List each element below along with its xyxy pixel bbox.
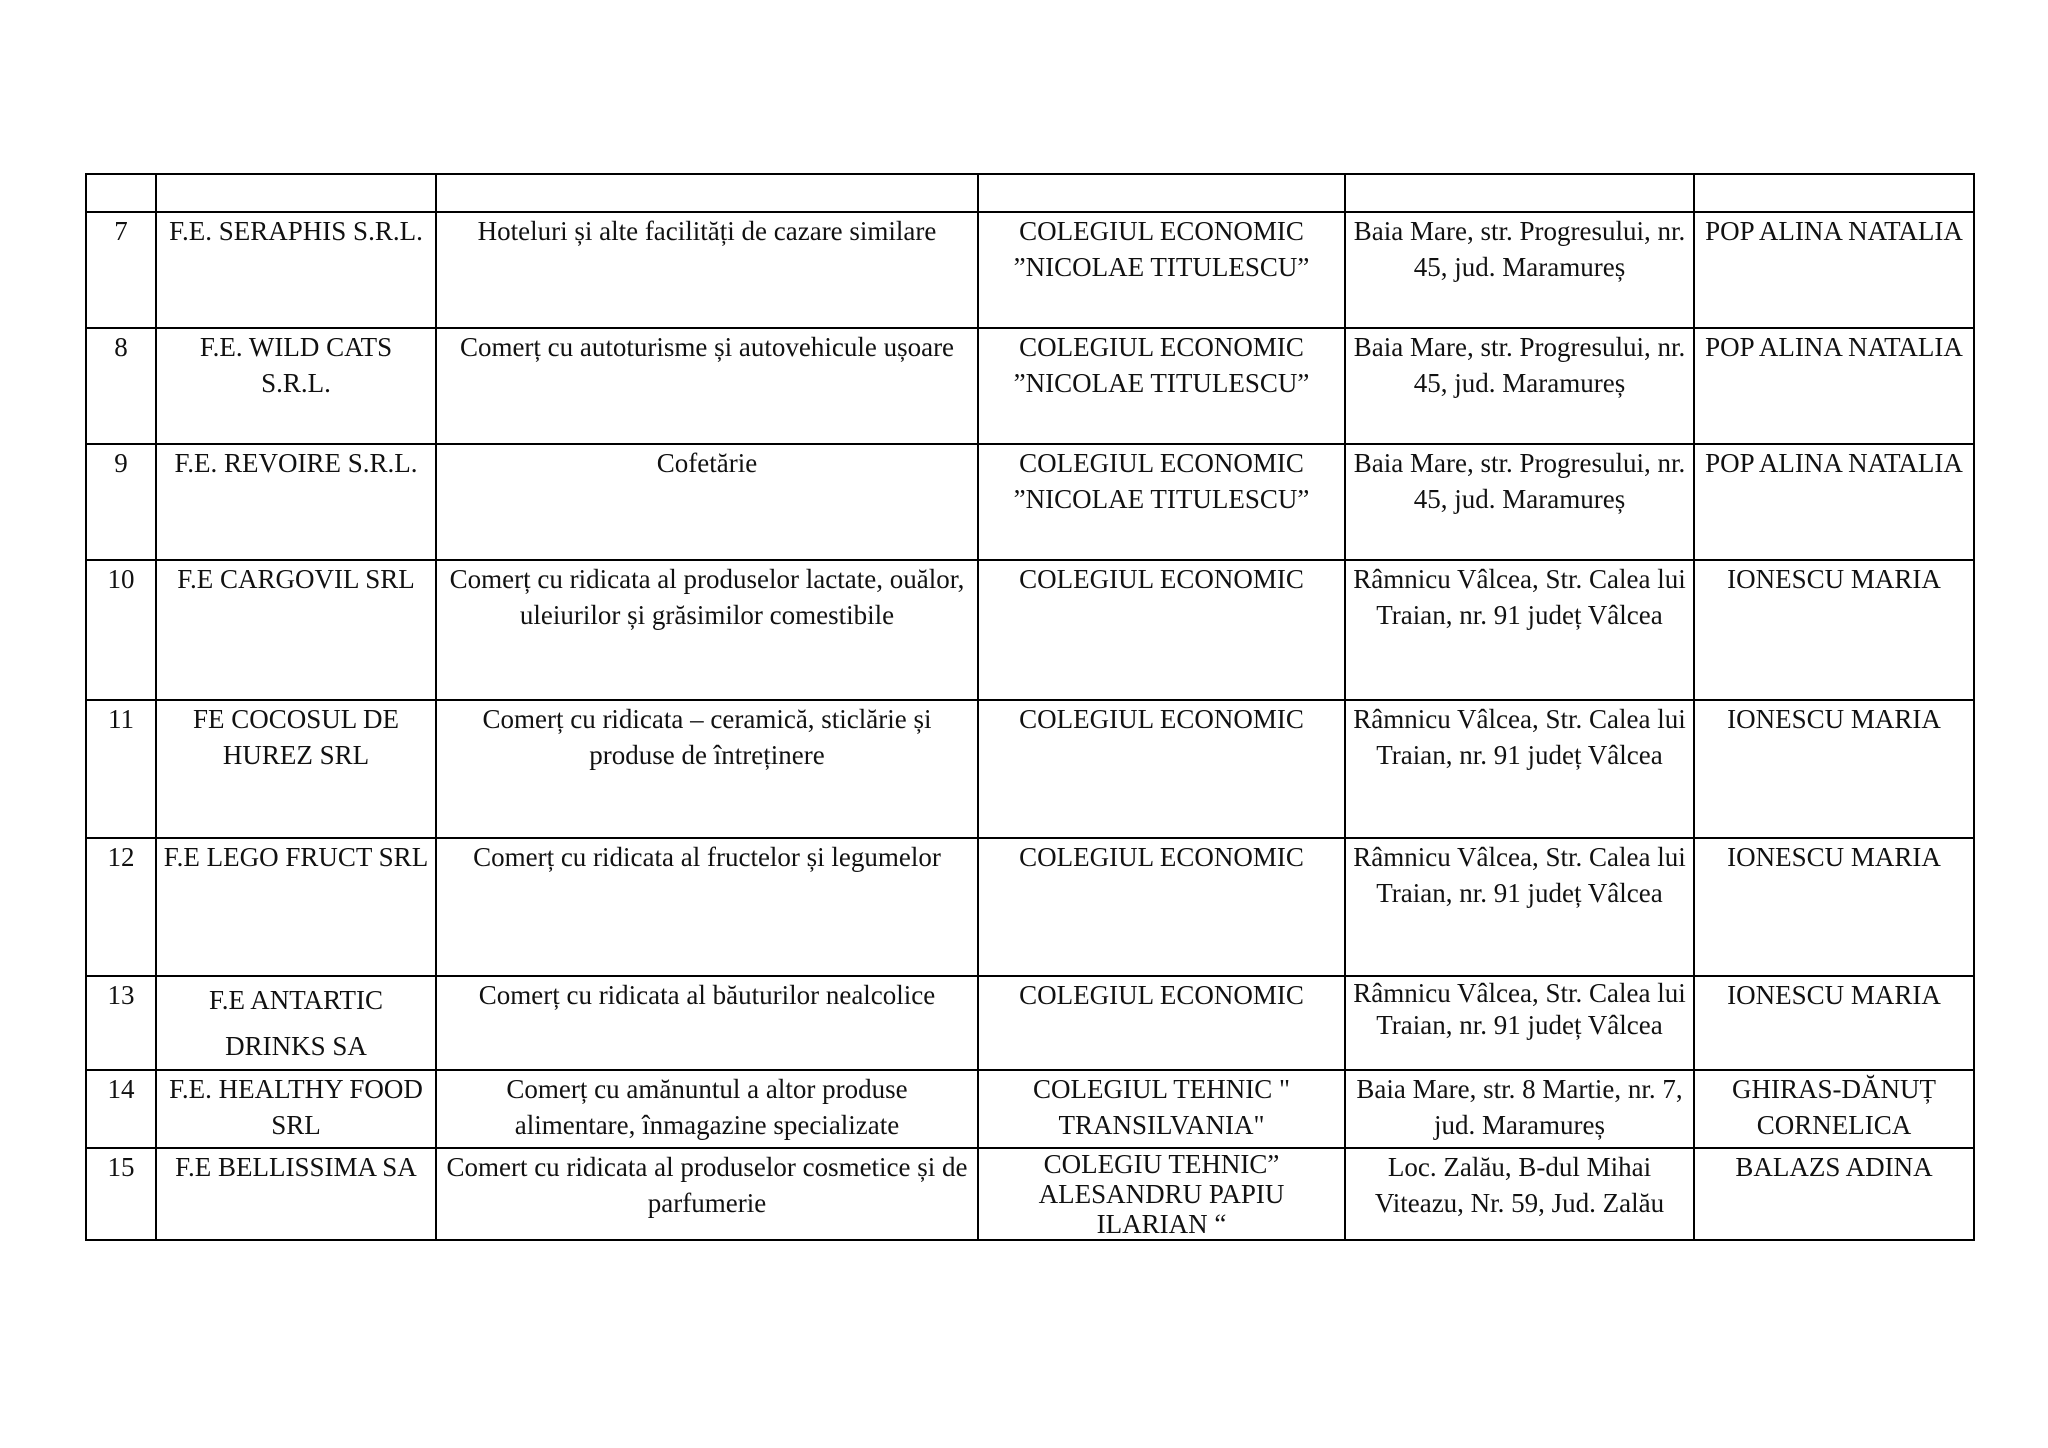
- coordinator: IONESCU MARIA: [1694, 976, 1974, 1070]
- table-header-row: [86, 174, 1974, 212]
- partners-table: [85, 173, 1975, 1241]
- empty-cell: [436, 174, 978, 212]
- table-row: [86, 1070, 1974, 1148]
- company-name: F.E CARGOVIL SRL: [156, 560, 436, 700]
- activity: Comerț cu autoturisme și autovehicule ușoare: [436, 328, 978, 444]
- activity: Comerț cu ridicata – ceramică, sticlărie și produse de întreținere: [436, 700, 978, 838]
- table-row: [86, 444, 1974, 560]
- coordinator: BALAZS ADINA: [1694, 1148, 1974, 1240]
- empty-cell: [86, 174, 156, 212]
- row-number: 10: [86, 560, 156, 700]
- row-number: 9: [86, 444, 156, 560]
- coordinator: POP ALINA NATALIA: [1694, 212, 1974, 328]
- activity: Comerț cu ridicata al băuturilor nealcolice: [436, 976, 978, 1070]
- empty-cell: [1345, 174, 1694, 212]
- row-number: 15: [86, 1148, 156, 1240]
- address: Baia Mare, str. Progresului, nr. 45, jud. Maramureș: [1345, 212, 1694, 328]
- activity: Comerț cu ridicata al produselor lactate, ouălor, uleiurilor și grăsimilor comestibile: [436, 560, 978, 700]
- school-name: COLEGIUL ECONOMIC ”NICOLAE TITULESCU”: [978, 444, 1345, 560]
- school-name: COLEGIUL ECONOMIC ”NICOLAE TITULESCU”: [978, 212, 1345, 328]
- activity: Comerț cu amănuntul a altor produse alimentare, înmagazine specializate: [436, 1070, 978, 1148]
- table-row: [86, 976, 1974, 1070]
- company-name: F.E. SERAPHIS S.R.L.: [156, 212, 436, 328]
- table-row: [86, 328, 1974, 444]
- company-name: F.E. WILD CATS S.R.L.: [156, 328, 436, 444]
- address: Râmnicu Vâlcea, Str. Calea lui Traian, nr. 91 județ Vâlcea: [1345, 976, 1694, 1070]
- table-row: [86, 700, 1974, 838]
- coordinator: POP ALINA NATALIA: [1694, 444, 1974, 560]
- activity: Comert cu ridicata al produselor cosmetice și de parfumerie: [436, 1148, 978, 1240]
- activity: Hoteluri și alte facilități de cazare similare: [436, 212, 978, 328]
- empty-cell: [156, 174, 436, 212]
- row-number: 14: [86, 1070, 156, 1148]
- row-number: 11: [86, 700, 156, 838]
- coordinator: IONESCU MARIA: [1694, 560, 1974, 700]
- table-row: [86, 560, 1974, 700]
- activity: Comerț cu ridicata al fructelor și legumelor: [436, 838, 978, 976]
- school-name: COLEGIUL ECONOMIC: [978, 700, 1345, 838]
- row-number: 8: [86, 328, 156, 444]
- school-name: COLEGIUL ECONOMIC: [978, 560, 1345, 700]
- school-name: COLEGIUL ECONOMIC: [978, 976, 1345, 1070]
- table-row: [86, 1148, 1974, 1240]
- company-name: F.E. HEALTHY FOOD SRL: [156, 1070, 436, 1148]
- coordinator: POP ALINA NATALIA: [1694, 328, 1974, 444]
- school-name: COLEGIUL TEHNIC " TRANSILVANIA": [978, 1070, 1345, 1148]
- school-name: COLEGIUL ECONOMIC: [978, 838, 1345, 976]
- address: Râmnicu Vâlcea, Str. Calea lui Traian, nr. 91 județ Vâlcea: [1345, 838, 1694, 976]
- row-number: 13: [86, 976, 156, 1070]
- address: Râmnicu Vâlcea, Str. Calea lui Traian, nr. 91 județ Vâlcea: [1345, 700, 1694, 838]
- address: Râmnicu Vâlcea, Str. Calea lui Traian, nr. 91 județ Vâlcea: [1345, 560, 1694, 700]
- company-name: F.E LEGO FRUCT SRL: [156, 838, 436, 976]
- address: Baia Mare, str. Progresului, nr. 45, jud. Maramureș: [1345, 444, 1694, 560]
- company-name: FE COCOSUL DE HUREZ SRL: [156, 700, 436, 838]
- company-name: F.E. REVOIRE S.R.L.: [156, 444, 436, 560]
- empty-cell: [978, 174, 1345, 212]
- address: Baia Mare, str. 8 Martie, nr. 7, jud. Maramureș: [1345, 1070, 1694, 1148]
- row-number: 12: [86, 838, 156, 976]
- coordinator: IONESCU MARIA: [1694, 838, 1974, 976]
- empty-cell: [1694, 174, 1974, 212]
- company-name: F.E BELLISSIMA SA: [156, 1148, 436, 1240]
- coordinator: GHIRAS-DĂNUȚ CORNELICA: [1694, 1070, 1974, 1148]
- school-name: COLEGIU TEHNIC” ALESANDRU PAPIU ILARIAN “: [978, 1148, 1345, 1240]
- coordinator: IONESCU MARIA: [1694, 700, 1974, 838]
- row-number: 7: [86, 212, 156, 328]
- school-name: COLEGIUL ECONOMIC ”NICOLAE TITULESCU”: [978, 328, 1345, 444]
- company-name: F.E ANTARTIC DRINKS SA: [156, 976, 436, 1070]
- table-row: [86, 212, 1974, 328]
- address: Baia Mare, str. Progresului, nr. 45, jud. Maramureș: [1345, 328, 1694, 444]
- activity: Cofetărie: [436, 444, 978, 560]
- address: Loc. Zalău, B-dul Mihai Viteazu, Nr. 59, Jud. Zalău: [1345, 1148, 1694, 1240]
- table-row: [86, 838, 1974, 976]
